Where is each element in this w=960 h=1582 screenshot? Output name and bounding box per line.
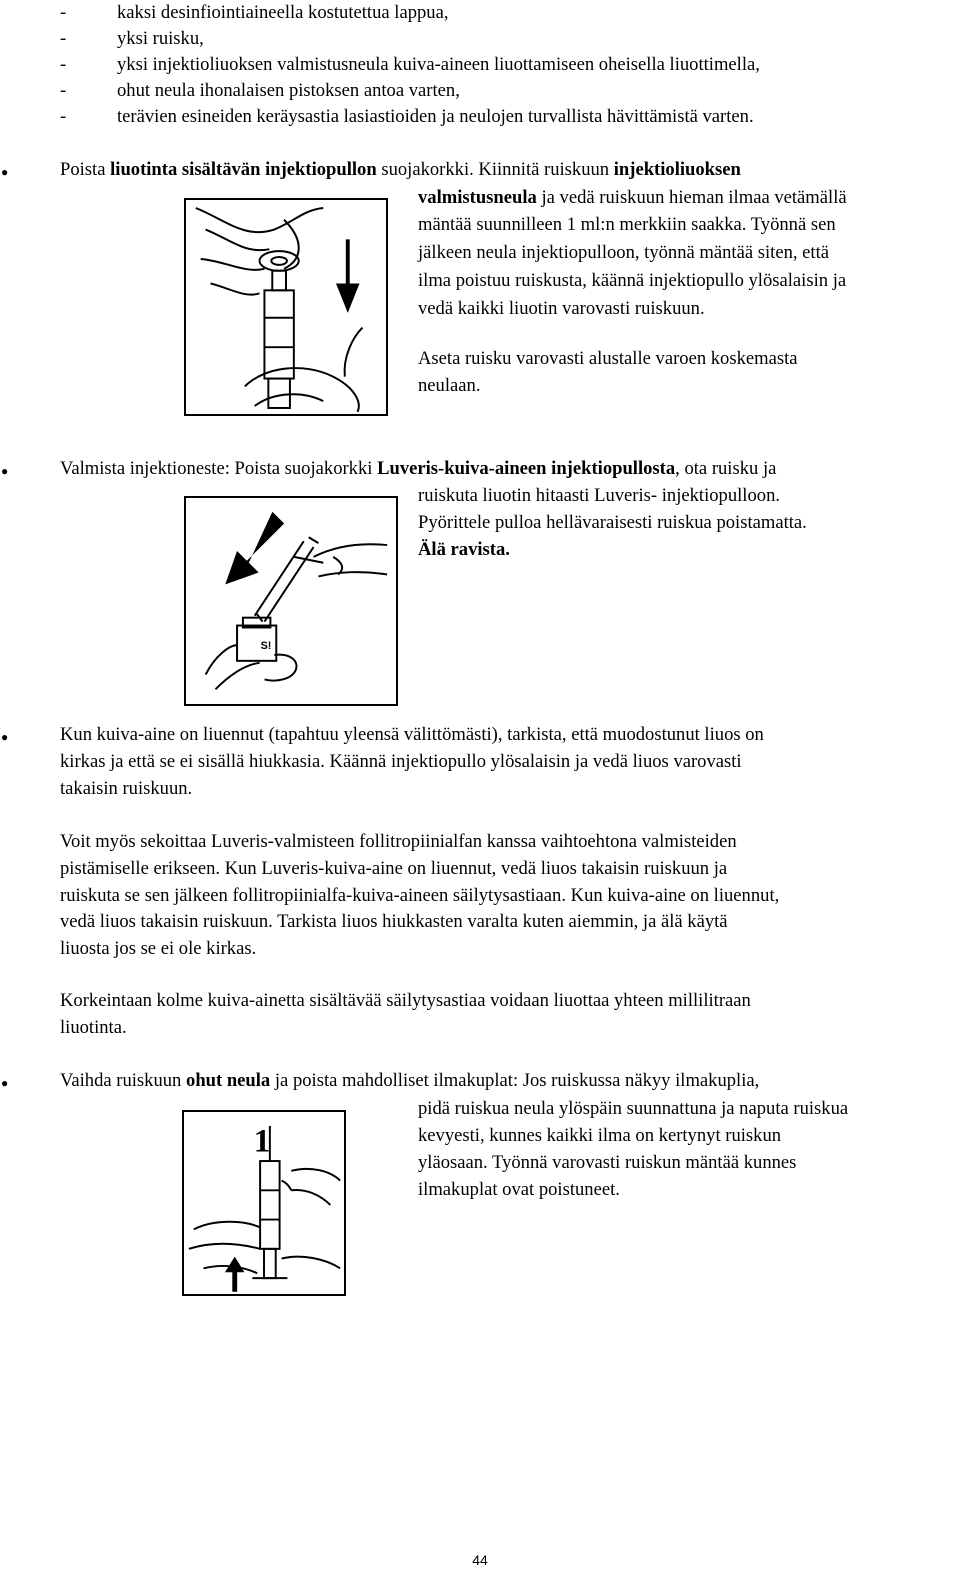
step1-note: neulaan. [418, 375, 481, 396]
syringe-tap-illustration [184, 1112, 344, 1294]
bullet-icon: ● [1, 730, 9, 744]
step4-line: kevyesti, kunnes kaikki ilma on kertynyt ruiskun [418, 1125, 782, 1146]
step1-line: vedä kaikki liuotin varovasti ruiskuun. [418, 298, 705, 319]
figure-remove-air [182, 1110, 346, 1296]
step3-para2-line: Voit myös sekoittaa Luveris-valmisteen follitropiinialfan kanssa vaihtoehtona valmisteiden [60, 831, 737, 852]
step1-line: mäntää suunnilleen 1 ml:n merkkiin saakka. Työnnä sen [418, 214, 836, 235]
bullet-icon: ● [1, 1076, 9, 1090]
step3-para3-line: liuotinta. [60, 1017, 127, 1038]
figure-number: 1 [253, 1122, 271, 1160]
step1-line: ilma poistuu ruiskusta, käännä injektiopullo ylösalaisin ja [418, 270, 847, 291]
syringe-vial-illustration [186, 498, 396, 704]
step3-para1-line: takaisin ruiskuun. [60, 778, 193, 799]
step3-para1-line: Kun kuiva-aine on liuennut (tapahtuu yleensä välittömästi), tarkista, että muodostunut liuos on [60, 724, 764, 745]
step2-warning: Älä ravista. [418, 539, 510, 560]
step1-note: Aseta ruisku varovasti alustalle varoen koskemasta [418, 348, 798, 369]
step3-para2-line: pistämiselle erikseen. Kun Luveris-kuiva-aine on liuennut, vedä liuos takaisin ruiskuun ja [60, 858, 728, 879]
page-number: 44 [472, 1552, 488, 1568]
step3-para3-line: Korkeintaan kolme kuiva-ainetta sisältävää säilytysastiaa voidaan liuottaa yhteen millilitraan [60, 990, 751, 1011]
step2-line: Pyörittele pulloa hellävaraisesti ruiskua poistamatta. [418, 512, 807, 533]
figure-inject-solvent [184, 496, 398, 706]
step3-para2-line: ruiskuta se sen jälkeen follitropiinialfa-kuiva-aineen säilytysastiaan. Kun kuiva-aine on liuennut, [60, 885, 780, 906]
step3-para2-line: vedä liuos takaisin ruiskuun. Tarkista liuos hiukkasten varalta kuten aiemmin, ja älä käytä [60, 911, 728, 932]
bullet-icon: ● [1, 464, 9, 478]
step1-line: jälkeen neula injektiopulloon, työnnä mäntää siten, että [418, 242, 830, 263]
step4-intro: Vaihda ruiskuun ohut neula ja poista mahdolliset ilmakuplat: Jos ruiskussa näkyy ilmakuplia, [60, 1070, 760, 1091]
step4-line: pidä ruiskua neula ylöspäin suunnattuna ja naputa ruiskua [418, 1098, 849, 1119]
step4-line: ilmakuplat ovat poistuneet. [418, 1179, 620, 1200]
step3-para1-line: kirkas ja että se ei sisällä hiukkasia. Käännä injektiopullo ylösalaisin ja vedä liuos varovasti [60, 751, 742, 772]
syringe-vial-illustration [186, 200, 386, 414]
step2-intro: Valmista injektioneste: Poista suojakorkki Luveris-kuiva-aineen injektiopullosta, ota ruisku ja [60, 458, 777, 479]
step1-intro: Poista liuotinta sisältävän injektiopullon suojakorkki. Kiinnitä ruiskuun injektioliuoksen [60, 159, 741, 180]
step4-line: yläosaan. Työnnä varovasti ruiskun mäntää kunnes [418, 1152, 797, 1173]
step3-para2-line: liuosta jos se ei ole kirkas. [60, 938, 257, 959]
vial-label: S! [260, 640, 272, 653]
bullet-icon: ● [1, 165, 9, 179]
figure-attach-needle [184, 198, 388, 416]
step1-line: valmistusneula ja vedä ruiskuun hieman ilmaa vetämällä [418, 187, 847, 208]
step2-line: ruiskuta liuotin hitaasti Luveris- injektiopulloon. [418, 485, 781, 506]
